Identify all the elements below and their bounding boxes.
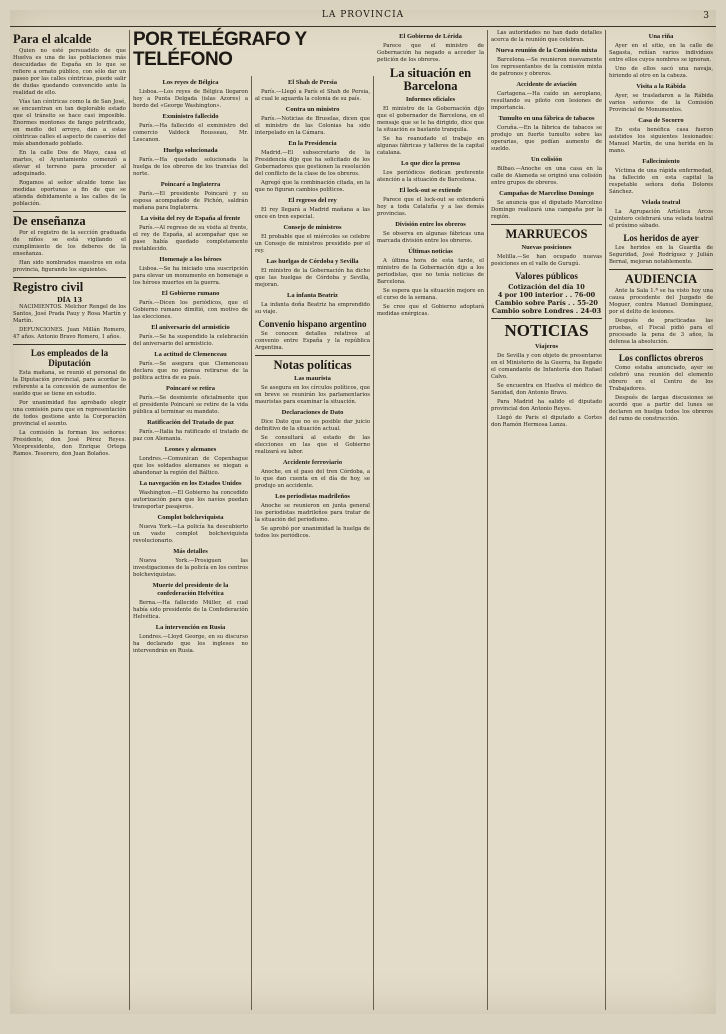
divider xyxy=(609,269,713,270)
headline: Una riña xyxy=(648,33,674,40)
headline: La infanta Beatriz xyxy=(287,292,338,299)
paragraph: Quien no esté persuadido de que Huelva es una de las poblaciones más descuidadas de España en lo que se refiere a ornato público, con sólo dar un paseo por las calles céntricas, puede salir de dudas quedando convencido ante la realidad de ello. xyxy=(13,48,126,96)
headline: Nueva reunión de la Comisión mixta xyxy=(495,47,598,54)
paragraph: DEFUNCIONES. Juan Millán Romero, 47 años. Antonio Bravo Romero, 1 años. xyxy=(13,327,126,340)
paragraph: La comisión la forman los señores: Presidente, don José Pérez Reyes. Vicepresidente, don Enrique Ortega Ramos. Tesorero, don Juan Bolaños. xyxy=(13,430,126,457)
headline: Últimas noticias xyxy=(408,248,453,255)
paragraph: El probable que el miércoles se celebre un Consejo de ministros presidido por el rey. xyxy=(255,234,370,254)
headline: El regreso del rey xyxy=(288,197,337,204)
column-4 xyxy=(374,30,488,1010)
paragraph: Bilbao.—Anoche en una casa en la calle de Alameda se originó una colisión entre grupos de obreros. xyxy=(491,166,602,186)
paragraph: Las autoridades no han dado detalles acerca de la reunión que celebran. xyxy=(491,30,602,43)
headline: Leones y alemanes xyxy=(164,446,217,453)
paragraph: En esta benéfica casa fueron asistidos los siguientes lesionados: Manuel Martín, de una herida en la mano. xyxy=(609,127,713,154)
headline: Visita a la Rábida xyxy=(636,83,686,90)
paragraph: Se consultará al estado de las elecciones en las que el Gobierno realizará su labor. xyxy=(255,435,370,455)
quote-row: 4 por 100 interior . . 76-00 xyxy=(497,291,596,299)
paragraph: París.—Al regreso de su visita al frente, el rey de España, al acompañar que se pase había quedado completamente restablecido. xyxy=(133,225,248,252)
paragraph: Parece que el lock-out se extenderá hoy a toda Cataluña y a las demás provincias. xyxy=(377,197,484,217)
headline: Lo que dice la prensa xyxy=(400,160,461,167)
paragraph: Uno de ellos sacó una navaja, hiriendo al otro en la cabeza. xyxy=(609,66,713,79)
divider xyxy=(13,211,126,212)
headline: Accidente ferroviario xyxy=(282,459,343,466)
paragraph: Anoche se reunieron en junta general los periodistas madrileños para tratar de la situación del periodismo. xyxy=(255,503,370,523)
paragraph: Se observa en algunas fábricas una marcada división entre los obreros. xyxy=(377,231,484,244)
headline: La visita del rey de España al frente xyxy=(140,215,241,222)
headline-noticias: NOTICIAS xyxy=(504,321,589,340)
paragraph: Lisboa.—Se ha iniciado una suscripción para elevar un monumento en homenaje a los héroes muertos en la guerra. xyxy=(133,266,248,286)
paragraph: De Sevilla y con objeto de presentarse en el Ministerio de la Guerra, ha llegado el comandante de Infantería don Rafael Calvo. xyxy=(491,353,602,380)
headline: Más detalles xyxy=(173,548,208,555)
headline: Accidente de aviación xyxy=(516,81,577,88)
headline: El Gobierno rumano xyxy=(161,290,220,297)
paragraph: Se espera que la situación mejore en el curso de la semana. xyxy=(377,288,484,301)
headline: Velada teatral xyxy=(641,199,681,206)
paragraph: Se ha reanudado el trabajo en algunas fábricas y talleres de la capital catalana. xyxy=(377,136,484,156)
headline: Complot bolcheviquista xyxy=(157,514,224,521)
paragraph: Madrid.—El subsecretario de la Presidencia dijo que ha solicitado de los Gobernadores que gestionen la resolución del conflicto de la clase de los obreros. xyxy=(255,150,370,177)
paragraph: Londres.—Comunican de Copenhague que los soldados alemanes se niegan a abandonar la región del Báltico. xyxy=(133,456,248,476)
headline-audiencia: AUDIENCIA xyxy=(624,272,698,286)
banner-headline: POR TELÉGRAFO Y TELÉFONO xyxy=(133,29,307,70)
headline-convenio: Convenio hispano argentino xyxy=(258,319,367,329)
masthead xyxy=(10,10,716,27)
headline: División entre los obreros xyxy=(395,221,466,228)
paragraph: Como estaba anunciado, ayer se celebró una reunión del elemento obrero en el Centro de los Trabajadores. xyxy=(609,365,713,392)
headline: Nuevas posiciones xyxy=(521,244,572,251)
headline-empleados-diputacion: Los empleados de la Diputación xyxy=(30,348,109,368)
paragraph: Para Madrid ha salido el diputado provincial don Antonio Reyes. xyxy=(491,399,602,412)
paragraph: Los periódicos dedican preferente atención a la situación de Barcelona. xyxy=(377,170,484,183)
paragraph: Londres.—Lloyd George, en su discurso ha declarado que los ingleses no intervendrán en Rusia. xyxy=(133,634,248,654)
paragraph: Llegó de Paris el diputado a Cortes don Ramón Hermosa Lanza. xyxy=(491,415,602,428)
paragraph: El rey llegará a Madrid mañana a las once en tren especial. xyxy=(255,207,370,220)
headline: Las maurista xyxy=(294,375,331,382)
paragraph: Han sido nombrados maestros en esta provincia, figurando los siguientes. xyxy=(13,260,126,273)
paragraph: Vías tan céntricas como la de San José, se encuentran en tan deplorable estado que el tránsito se hace casi imposible. Enormes montones de fango petrificado, en medio del arroyo, dan a estas céntricas calles el aspecto de caseríos del más abandonado poblado. xyxy=(13,99,126,147)
paragraph: Se anuncia que el diputado Marcelino Domingo realizará una campaña por la región. xyxy=(491,200,602,220)
divider xyxy=(609,349,713,350)
paragraph: Anoche, en el paso del tren Córdoba, a lo que dan cuenta en el día de hoy, se produjo un accidente. xyxy=(255,469,370,489)
paragraph: Barcelona.—Se reunieron nuevamente los representantes de la comisión mixta de patronos y obreros. xyxy=(491,57,602,77)
headline: El aniversario del armisticio xyxy=(151,324,230,331)
headline: La actitud de Clemenceau xyxy=(154,351,227,358)
headline: Exministro fallecido xyxy=(162,113,219,120)
headline: Homenaje a los héroes xyxy=(159,256,222,263)
column-3 xyxy=(252,76,374,1010)
headline: Tumulto en una fábrica de tabacos xyxy=(498,115,595,122)
paragraph: Se cree que el Gobierno adoptará medidas enérgicas. xyxy=(377,304,484,317)
paragraph: Por el registro de la sección graduada de niños se está vigilando el cumplimiento de los deberes de la enseñanza. xyxy=(13,230,126,257)
headline-de-ensenanza: De enseñanza xyxy=(13,214,86,228)
paragraph: Parece que el ministro de Gobernación ha negado a acceder la petición de los obreros. xyxy=(377,43,484,63)
headline: Los reyes de Bélgica xyxy=(162,79,219,86)
paragraph: París.—Ha fallecido el exministro del comercio Valdeck Rousseau, Mr. Lescanon. xyxy=(133,123,248,143)
paragraph: Ayer, se trasladaron a la Rábida varios señores de la Comisión Provincial de Monumentos. xyxy=(609,93,713,113)
paragraph: Por unanimidad fue aprobado elegir una comisión para que en representación de todos gestione ante la Corporación provincial el asunto. xyxy=(13,400,126,427)
paragraph: Nueva York.—La policía ha descubierto un vasto complot bolcheviquista revolucionario. xyxy=(133,524,248,544)
headline: Poincaré se retira xyxy=(166,385,215,392)
paragraph: Melilla.—Se han ocupado nuevas posiciones en el valle de Gurugú. xyxy=(491,254,602,267)
column-5 xyxy=(488,30,606,1010)
divider xyxy=(13,277,126,278)
headline: Consejo de ministros xyxy=(283,224,342,231)
paragraph: Se aprobó por unanimidad la huelga de todos los periódicos. xyxy=(255,526,370,539)
quote-row: Cambio sobre París . . 55-20 xyxy=(495,299,598,307)
paragraph: Se conocen detalles relativos al convenio entre España y la república Argentina. xyxy=(255,331,370,351)
headline: Ratificación del Tratado de paz xyxy=(147,419,234,426)
newspaper-page xyxy=(10,10,716,1014)
headline-valores-publicos: Valores públicos xyxy=(515,271,578,281)
headline: Los periodistas madrileños xyxy=(275,493,350,500)
headline-para-el-alcalde: Para el alcalde xyxy=(13,32,92,46)
headline: El Shah de Persia xyxy=(288,79,337,86)
paragraph: París.—Italia ha ratificado el tratado de paz con Alemania. xyxy=(133,429,248,442)
headline: Un colisión xyxy=(531,156,562,163)
paragraph: La infanta doña Beatriz ha emprendido su viaje. xyxy=(255,302,370,315)
headline-conflictos-obreros: Los conflictos obreros xyxy=(618,353,704,363)
headline-situacion-barcelona: La situación en Barcelona xyxy=(389,66,472,93)
headline-notas-politicas: Notas políticas xyxy=(273,358,352,372)
paragraph: París.—Se asegura que Clemenceau declara que no piensa retirarse de la política activa de su país. xyxy=(133,361,248,381)
divider xyxy=(491,224,602,225)
subheading-date: DÍA 13 xyxy=(56,296,83,304)
headline-registro-civil: Registro civil xyxy=(13,280,84,294)
paragraph: Esta mañana, se reunió el personal de la Diputación provincial, para acordar lo referente a la concesión de aumentos de sueldo que se tiene en estudio. xyxy=(13,370,126,397)
paragraph: Rogamos al señor alcalde tome las medidas oportunas a fin de que se atienda debidamente a las calles de la población. xyxy=(13,180,126,207)
paragraph: París.—Se desmiente oficialmente que el presidente Poincaré se retire de la vida pública al terminar su mandato. xyxy=(133,395,248,415)
subheading-cotizacion: Cotización del día 10 xyxy=(508,283,585,291)
headline: En la Presidencia xyxy=(288,140,337,147)
headline: Poincaré a Inglaterra xyxy=(160,181,221,188)
paragraph: Cartagena.—Ha caído un aeroplano, resultando su piloto con lesiones de importancia. xyxy=(491,91,602,111)
paragraph: El ministro de la Gobernación dijo que el gobernador de Barcelona, en el mensaje que se le ha dirigido, dice que la situación es bastante tranquila. xyxy=(377,106,484,133)
paragraph: Se encuentra en Huelva el médico de Sanidad, don Antonio Bravo. xyxy=(491,383,602,396)
paragraph: Después de largas discusiones se acordó que a partir del lunes se declaren en huelga todos los obreros del ramo de construcción. xyxy=(609,395,713,422)
paragraph: París.—El presidente Poincaré y su esposa acompañado de Pichón, saldrán mañana para Inglaterra. xyxy=(133,191,248,211)
paragraph: Ante la Sala 1.ª se ha visto hoy una causa procedente del Juzgado de Moguer, contra Manuel Domínguez, por el delito de lesiones. xyxy=(609,288,713,315)
headline-heridos: Los heridos de ayer xyxy=(623,233,699,243)
paragraph: Víctima de una rápida enfermedad, ha fallecido en esta capital la respetable señora doña Dolores Sánchez. xyxy=(609,168,713,195)
paragraph: París.—Ha quedado solucionada la huelga de los obreros de los tranvías del norte. xyxy=(133,157,248,177)
divider xyxy=(255,355,370,356)
headline: Contra un ministro xyxy=(285,106,340,113)
headline: El Gobierno de Lérida xyxy=(399,33,462,40)
paragraph: Lisboa.—Los reyes de Bélgica llegaron hoy a Punta Delgada (islas Azores) a bordo del «George Washington». xyxy=(133,89,248,109)
headline: Viajeros xyxy=(534,343,559,350)
paragraph: Berna.—Ha fallecido Müller, el cual había sido presidente de la Confederación Helvética. xyxy=(133,600,248,620)
headline: La intervención en Rusia xyxy=(155,624,226,631)
column-2 xyxy=(130,76,252,1010)
headline: El lock-out se extiende xyxy=(399,187,462,194)
page-number: 3 xyxy=(703,11,710,21)
masthead-title: LA PROVINCIA xyxy=(321,10,405,20)
paragraph: París.—Dicen los periódicos, que el Gobierno rumano dimitió, con motivo de las elecciones. xyxy=(133,300,248,320)
paragraph: Los heridos en la Guardia de Seguridad, José Rodríguez y Julián Bernal, mejoran notablemente. xyxy=(609,245,713,265)
paragraph: Agregó que la combinación citada, en la que no figuran cambios políticos. xyxy=(255,180,370,193)
divider xyxy=(13,344,126,345)
headline: Informes oficiales xyxy=(405,96,456,103)
paragraph: París.—Llegó a París el Shah de Persia, al cual le aguarda la colonia de su país. xyxy=(255,89,370,102)
headline: Campañas de Marcelino Domingo xyxy=(499,190,594,197)
paragraph: Nueva York.—Prosiguen las investigaciones de la policía en los centros bolcheviquistas. xyxy=(133,558,248,578)
paragraph: A última hora de esta tarde, el ministro de la Gobernación dijo a los periodistas, que no tenía noticias de Barcelona. xyxy=(377,258,484,285)
headline: Las huelgas de Córdoba y Sevilla xyxy=(266,258,359,265)
headline: Casa de Socorro xyxy=(638,117,684,124)
headline: Fallecimiento xyxy=(642,158,680,165)
paragraph: NACIMIENTOS. Melchor Rengel de los Santos, José Prada Pauy y Rosa Martín y Martín. xyxy=(13,304,126,324)
paragraph: El ministro de la Gobernación ha dicho que las huelgas de Córdoba y Sevilla, mejoran. xyxy=(255,268,370,288)
paragraph: Washington.—El Gobierno ha concedido autorización para que los navíos puedan transportar pasajeros. xyxy=(133,490,248,510)
column-1 xyxy=(10,30,130,1010)
paragraph: Después de practicadas las pruebas, el Fiscal pidió para el procesado la pena de 3 años, la defensa la absolución. xyxy=(609,318,713,345)
paragraph: París.—Noticias de Bruselas, dicen que el ministro de las Colonias ha sido interpelado en la Cámara. xyxy=(255,116,370,136)
headline: Huelga solucionada xyxy=(163,147,218,154)
paragraph: Se asegura en los círculos políticos, que en breve se reunirán los parlamentarios mauristas para examinar la situación. xyxy=(255,385,370,405)
headline: Declaraciones de Dato xyxy=(281,409,344,416)
headline-marruecos: MARRUECOS xyxy=(505,227,588,241)
paragraph: La Agrupación Artística Arcos Quintero celebrará una velada teatral el próximo sábado. xyxy=(609,209,713,229)
paragraph: Dice Dato que no es posible dar juicio definitivo de la situación actual. xyxy=(255,419,370,432)
divider xyxy=(491,318,602,319)
headline: Muerte del presidente de la confederación Helvética xyxy=(152,582,229,597)
paragraph: Coruña.—En la fábrica de tabacos se produjo un fuerte tumulto sobre las operarias, que pedían aumento de sueldo. xyxy=(491,125,602,152)
paragraph: Ayer en el sitio, en la calle de Sagasta, reñían varios individuos entre ellos cuyos nombres se ignoran. xyxy=(609,43,713,63)
quote-row: Cambio sobre Londres . 24-03 xyxy=(491,307,602,315)
headline: La navegación en los Estados Unidos xyxy=(139,480,242,487)
paragraph: París.—Se ha suspendido la celebración del aniversario del armisticio. xyxy=(133,334,248,347)
column-6 xyxy=(606,30,716,1010)
paragraph: En la calle Dos de Mayo, casa el martes, el Ayuntamiento comenzó a elevar el terreno para proceder al adoquinado. xyxy=(13,150,126,177)
